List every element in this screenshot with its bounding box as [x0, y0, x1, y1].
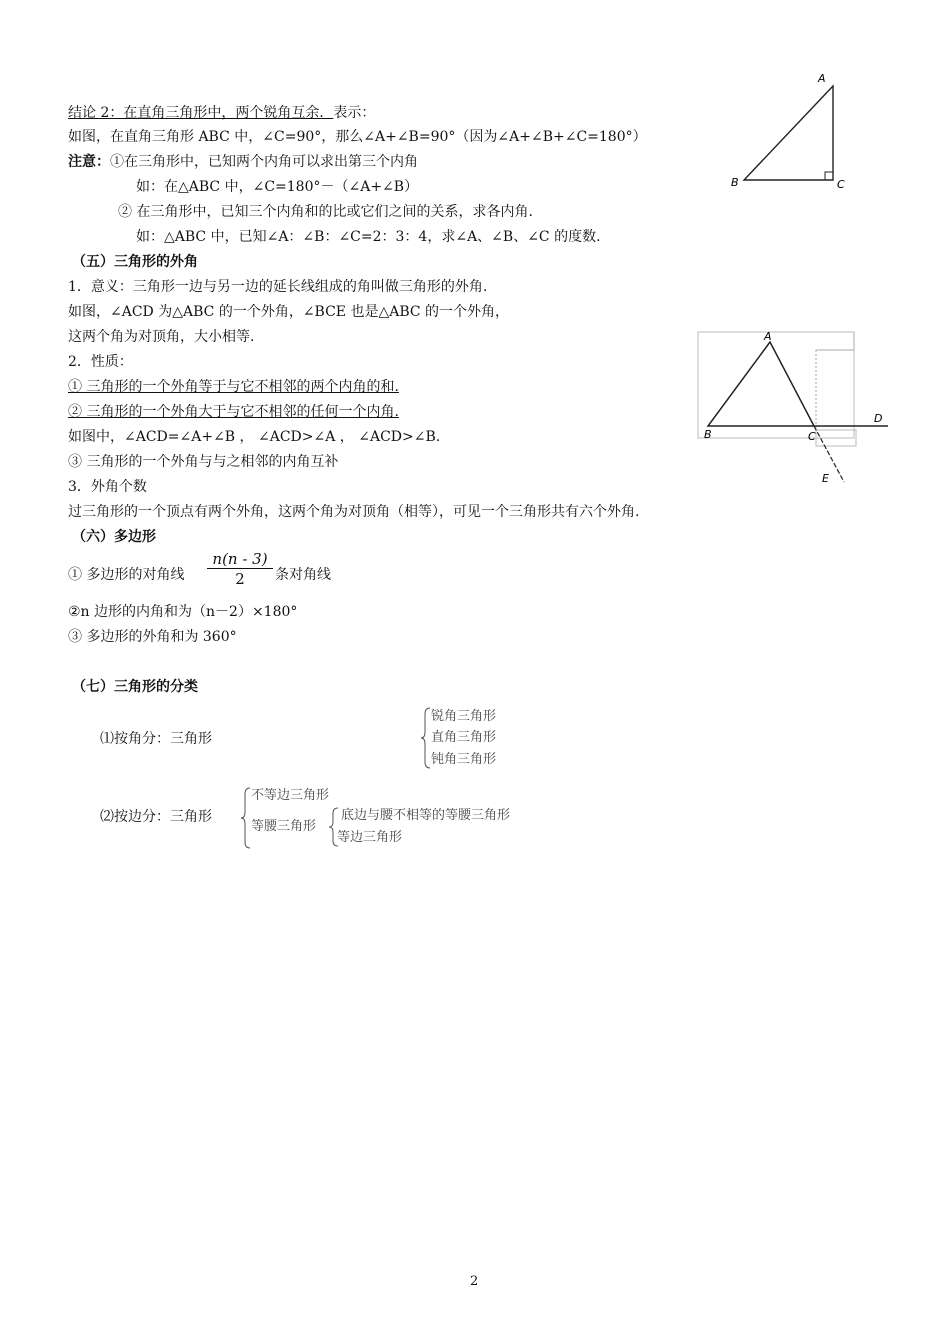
isosceles-type-nonequal: 底边与腰不相等的等腰三角形 [341, 808, 511, 823]
diagonal-numerator: n(n - 3) [207, 550, 273, 569]
right-triangle-figure [728, 74, 858, 194]
side-type-isosceles: 等腰三角形 [251, 819, 317, 834]
exterior-count-heading: 3．外角个数 [68, 479, 147, 495]
note-item1: ①在三角形中，已知两个内角可以求出第三个内角 [110, 154, 418, 170]
side-type-scalene: 不等边三角形 [251, 788, 330, 803]
note-item2: ② 在三角形中，已知三个内角和的比或它们之间的关系，求各内角. [118, 204, 533, 220]
classify-by-side: ⑵按边分：三角形 [100, 809, 212, 825]
conclusion-express: 表示： [333, 105, 376, 121]
property-example: 如图中，∠ACD=∠A+∠B ， ∠ACD>∠A ， ∠ACD>∠B. [68, 429, 441, 445]
polygon-diagonal-prefix: ① 多边形的对角线 [68, 567, 185, 583]
fig1-label-c: C [837, 178, 845, 191]
fig2-label-c: C [808, 430, 816, 443]
fig2-label-a: A [764, 330, 772, 343]
note-item1-example: 如：在△ABC 中，∠C=180°－（∠A+∠B） [136, 179, 419, 195]
exterior-count: 过三角形的一个顶点有两个外角，这两个角为对顶角（相等），可见一个三角形共有六个外角. [68, 504, 640, 520]
note-label: 注意： [68, 154, 110, 170]
exterior-definition-2: 如图，∠ACD 为△ABC 的一个外角，∠BCE 也是△ABC 的一个外角， [68, 304, 510, 320]
diagonal-fraction [207, 550, 273, 589]
polygon-diagonal-suffix: 条对角线 [275, 567, 331, 583]
fig2-label-d: D [874, 412, 883, 425]
diagonal-denominator: 2 [235, 570, 245, 588]
property-1: ① 三角形的一个外角等于与它不相邻的两个内角的和. [68, 379, 399, 395]
fig1-label-a: A [818, 72, 826, 85]
exterior-angle-figure [698, 328, 893, 488]
conclusion-title: 结论 2：在直角三角形中，两个锐角互余． [68, 105, 334, 121]
page-number: 2 [470, 1274, 479, 1289]
polygon-heading: （六）多边形 [72, 529, 156, 545]
fig1-label-b: B [731, 176, 739, 189]
isosceles-type-equilateral: 等边三角形 [337, 830, 403, 845]
fig2-label-b: B [704, 428, 712, 441]
conclusion-statement: 如图，在直角三角形 ABC 中，∠C=90°，那么∠A+∠B=90°（因为∠A+∠B+∠C=180°） [68, 129, 647, 145]
property-3: ③ 三角形的一个外角与与之相邻的内角互补 [68, 454, 339, 470]
note-item2-example: 如：△ABC 中，已知∠A：∠B：∠C=2：3：4，求∠A、∠B、∠C 的度数. [136, 229, 601, 245]
exterior-definition: 1．意义：三角形一边与另一边的延长线组成的角叫做三角形的外角. [68, 279, 488, 295]
exterior-heading: （五）三角形的外角 [72, 254, 198, 270]
property-2: ② 三角形的一个外角大于与它不相邻的任何一个内角. [68, 404, 399, 420]
conclusion-line [68, 104, 375, 122]
property-heading: 2．性质： [68, 354, 133, 370]
exterior-definition-3: 这两个角为对顶角，大小相等. [68, 329, 255, 345]
classify-by-angle: ⑴按角分：三角形 [100, 731, 212, 747]
note-item1-line [68, 153, 418, 171]
angle-type-right: 直角三角形 [431, 730, 497, 745]
polygon-exterior-sum: ③ 多边形的外角和为 360° [68, 629, 237, 645]
angle-type-acute: 锐角三角形 [431, 709, 497, 724]
angle-type-obtuse: 钝角三角形 [431, 752, 497, 767]
classify-heading: （七）三角形的分类 [72, 679, 198, 695]
polygon-interior-sum: ②n 边形的内角和为（n－2）×180° [68, 604, 298, 620]
fig2-label-e: E [822, 472, 829, 485]
